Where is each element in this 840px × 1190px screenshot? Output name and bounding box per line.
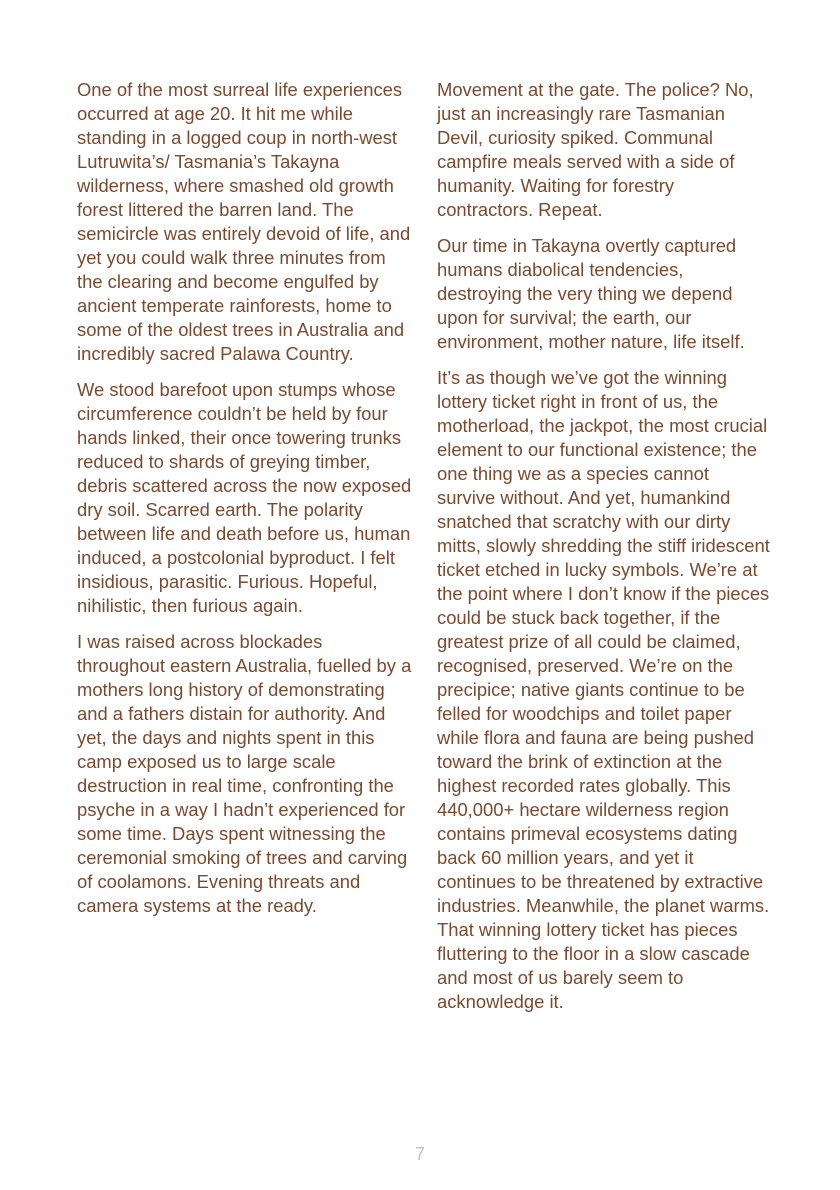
paragraph-1: One of the most surreal life experiences occurred at age 20. It hit me while standing in a logged coup in north-west Lutruwita’s/ Tasmania’s Takayna wilderness, where smashed old growth forest littered the barren land. The semicircle was entirely devoid of life, and yet you could walk three minutes from the clearing and become engulfed by ancient temperate rainforests, home to some of the oldest trees in Australia and incredibly sacred Palawa Country. — [77, 79, 411, 364]
paragraph-6: It’s as though we’ve got the winning lottery ticket right in front of us, the motherload, the jackpot, the most crucial element to our functional existence; the one thing we as a species cannot survive without. And yet, humankind snatched that scratchy with our dirty mitts, slowly shredding the stiff iridescent ticket etched in lucky symbols. We’re at the point where I don’t know if the pieces could be stuck back together, if the greatest prize of all could be claimed, recognised, preserved. We’re on the precipice; native giants continue to be felled for woodchips and toilet paper while flora and fauna are being pushed toward the brink of extinction at the highest recorded rates globally. This 440,000+ hectare wilderness region contains primeval ecosystems dating back 60 million years, and yet it continues to be threatened by extractive industries. Meanwhile, the planet warms. That winning lottery ticket has pieces fluttering to the floor in a slow cascade and most of us barely seem to acknowledge it. — [437, 367, 770, 1012]
page-number: 7 — [414, 1144, 425, 1164]
right-column — [437, 78, 772, 1026]
paragraph-5: Our time in Takayna overtly captured humans diabolical tendencies, destroying the very thing we depend upon for survival; the earth, our environment, mother nature, life itself. — [437, 235, 745, 352]
paragraph-2: We stood barefoot upon stumps whose circumference couldn’t be held by four hands linked, their once towering trunks reduced to shards of greying timber, debris scattered across the now exposed dry soil. Scarred earth. The polarity between life and death before us, human induced, a postcolonial byproduct. I felt insidious, parasitic. Furious. Hopeful, nihilistic, then furious again. — [77, 379, 412, 616]
left-column — [77, 78, 412, 930]
paragraph-3: I was raised across blockades throughout eastern Australia, fuelled by a mothers long history of demonstrating and a fathers distain for authority. And yet, the days and nights spent in this camp exposed us to large scale destruction in real time, confronting the psyche in a way I hadn’t experienced for some time. Days spent witnessing the ceremonial smoking of trees and carving of coolamons. Evening threats and camera systems at the ready. — [77, 631, 412, 916]
paragraph-4: Movement at the gate. The police? No, just an increasingly rare Tasmanian Devil, curiosity spiked. Communal campfire meals served with a side of humanity. Waiting for forestry contractors. Repeat. — [437, 79, 754, 220]
